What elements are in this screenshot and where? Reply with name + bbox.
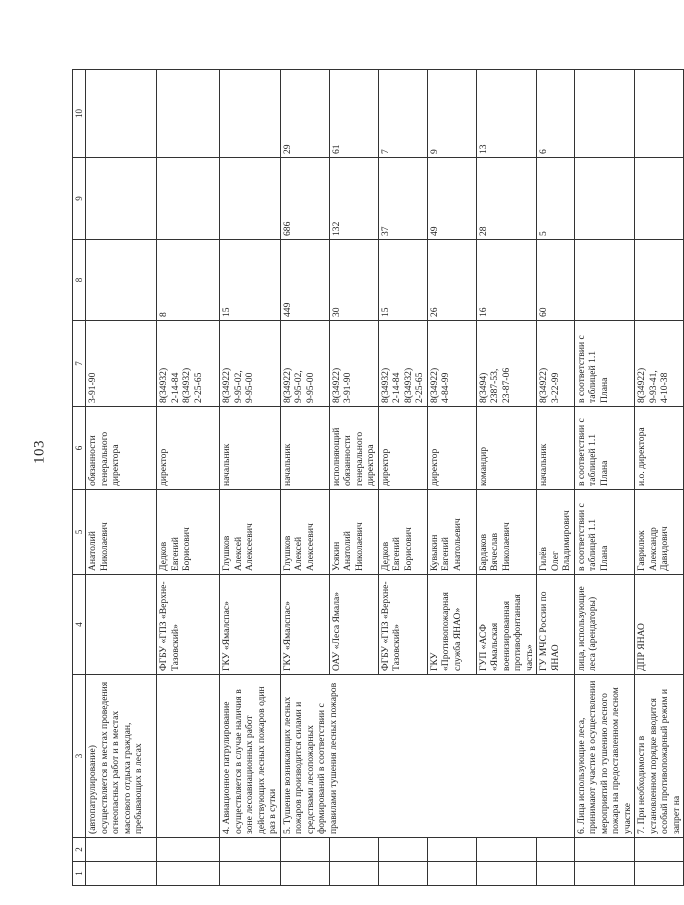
rotated-page [72,70,682,886]
organization-cell: ГУ МЧС России по ЯНАО [537,575,575,675]
person-cell: Дедков Евгений Борисович [378,490,427,575]
position-cell: директор [378,407,427,490]
organization-cell [86,575,157,675]
table-row [86,70,157,886]
number-cell [220,70,281,158]
column-header: 8 [73,240,86,321]
number-cell: 16 [476,240,537,321]
cell [378,862,427,886]
number-cell: 15 [378,240,427,321]
person-cell: Глушков Алексей Алексеевич [280,490,329,575]
phone-cell: 8(34932) 2-14-84 8(34932) 2-25-65 [378,321,427,407]
person-cell: Глушков Алексей Алексеевич [220,490,281,575]
cell [476,838,537,862]
person-cell: Кувыкин Евгений Анатольевич [427,490,476,575]
organization-cell: ДПР ЯНАО [635,575,684,675]
number-cell: 5 [537,158,575,240]
table-row [635,70,684,886]
number-cell: 686 [280,158,329,240]
cell [329,838,378,862]
number-cell [86,70,157,158]
cell [574,838,635,862]
position-cell: и.о. директора [635,407,684,490]
fire-plan-table [72,69,684,886]
column-header: 10 [73,70,86,158]
column-header: 1 [73,862,86,886]
cell [280,838,329,862]
number-cell [635,240,684,321]
cell [86,862,157,886]
table-row [280,70,329,886]
cell [427,862,476,886]
column-header: 5 [73,490,86,575]
measure-cell: (автопатрулирование) осуществляется в местах проведения огнеопасных работ и в местах массового отдыха граждан, пребывающих в лесах [86,675,157,838]
position-cell: командир [476,407,537,490]
table-row [574,70,635,886]
cell [220,862,281,886]
number-cell: 6 [537,70,575,158]
table-row [157,70,220,886]
position-cell: директор [157,407,220,490]
phone-cell: 8(34922) 3-22-99 [537,321,575,407]
organization-cell: ФГБУ «ГПЗ «Верхне-Тазовский» [378,575,427,675]
cell [476,862,537,886]
number-cell [635,70,684,158]
cell [280,862,329,886]
number-cell: 37 [378,158,427,240]
organization-cell: ГКУ «Ямалспас» [220,575,281,675]
phone-cell: 8(3494) 2387-53, 23-87-06 [476,321,537,407]
cell [157,838,220,862]
person-cell: Анатолий Николаевич [86,490,157,575]
position-cell: начальник [220,407,281,490]
number-cell: 49 [427,158,476,240]
number-cell: 60 [537,240,575,321]
column-header: 7 [73,321,86,407]
organization-cell: ГУП «АСФ «Ямальская военизированная противофонтанная часть» [476,575,537,675]
phone-cell: 8(34922) 9-95-02, 9-95-00 [280,321,329,407]
number-cell: 15 [220,240,281,321]
cell [635,838,684,862]
phone-cell: 8(34932) 2-14-84 8(34932) 2-25-65 [157,321,220,407]
phone-cell: в соответствии с таблицей 1.1 Плана [574,321,635,407]
cell [157,862,220,886]
number-cell: 13 [476,70,537,158]
measure-cell: 6. Лица использующие леса, принимают участие в осуществлении мероприятий по тушению лесного пожара на предоставленном лесном участке [574,675,635,838]
phone-cell: 8(34922) 9-93-41, 4-10-38 [635,321,684,407]
person-cell: Гаврилюк Александр Давидович [635,490,684,575]
measure-cell: 7. При необходимости в установленном порядке вводится особый противопожарный режим и запрет на [635,675,684,838]
phone-cell: 8(34922) 4-84-99 [427,321,476,407]
cell [635,862,684,886]
number-cell: 26 [427,240,476,321]
cell [86,838,157,862]
organization-cell: ФГБУ «ГПЗ «Верхне-Тазовский» [157,575,220,675]
number-cell: 28 [476,158,537,240]
number-cell [157,158,220,240]
page-number: 103 [31,440,48,464]
number-cell: 61 [329,70,378,158]
person-cell: Гилёв Олег Владимирович [537,490,575,575]
cell [537,838,575,862]
number-cell: 30 [329,240,378,321]
cell [329,862,378,886]
cell [220,838,281,862]
number-cell: 9 [427,70,476,158]
number-cell [220,158,281,240]
person-cell: Дедков Евгений Борисович [157,490,220,575]
phone-cell: 3-91-90 [86,321,157,407]
person-cell: Усякин Анатолий Николаевич [329,490,378,575]
position-cell: в соответствии с таблицей 1.1 Плана [574,407,635,490]
number-cell [157,70,220,158]
measure-cell: 4. Авиационное патрулирование осуществляется в случае наличия в зоне лесоавиационных работ действующих лесных пожаров один раз в сутки [220,675,281,838]
column-header: 3 [73,675,86,838]
number-cell: 132 [329,158,378,240]
number-cell [574,70,635,158]
position-cell: исполняющий обязанности генерального директора [329,407,378,490]
organization-cell: ГКУ «Ямалспас» [280,575,329,675]
phone-cell: 8(34922) 9-95-02, 9-95-00 [220,321,281,407]
column-header: 4 [73,575,86,675]
organization-cell: лица, использующие леса (арендаторы) [574,575,635,675]
position-cell: начальник [280,407,329,490]
organization-cell: ОАУ «Леса Ямала» [329,575,378,675]
person-cell: Бардаков Вячеслав Николаевич [476,490,537,575]
number-cell: 29 [280,70,329,158]
number-cell [574,158,635,240]
number-cell: 7 [378,70,427,158]
column-header: 6 [73,407,86,490]
phone-cell: 8(34922) 3-91-90 [329,321,378,407]
header-row [73,70,86,886]
organization-cell: ГКУ «Противопожарная служба ЯНАО» [427,575,476,675]
cell [427,838,476,862]
number-cell [86,158,157,240]
column-header: 9 [73,158,86,240]
position-cell: обязанности генерального директора [86,407,157,490]
position-cell: начальник [537,407,575,490]
cell [378,838,427,862]
position-cell: директор [427,407,476,490]
measure-cell: 5. Тушение возникающих лесных пожаров производится силами и средствами лесопожарных формирований в соответствии с правилами тушения лесных пожаров [280,675,574,838]
table-row [220,70,281,886]
person-cell: в соответствии с таблицей 1.1 Плана [574,490,635,575]
number-cell: 449 [280,240,329,321]
number-cell [635,158,684,240]
number-cell [574,240,635,321]
number-cell [86,240,157,321]
column-header: 2 [73,838,86,862]
cell [574,862,635,886]
number-cell: 8 [157,240,220,321]
cell [537,862,575,886]
measure-cell [157,675,220,838]
